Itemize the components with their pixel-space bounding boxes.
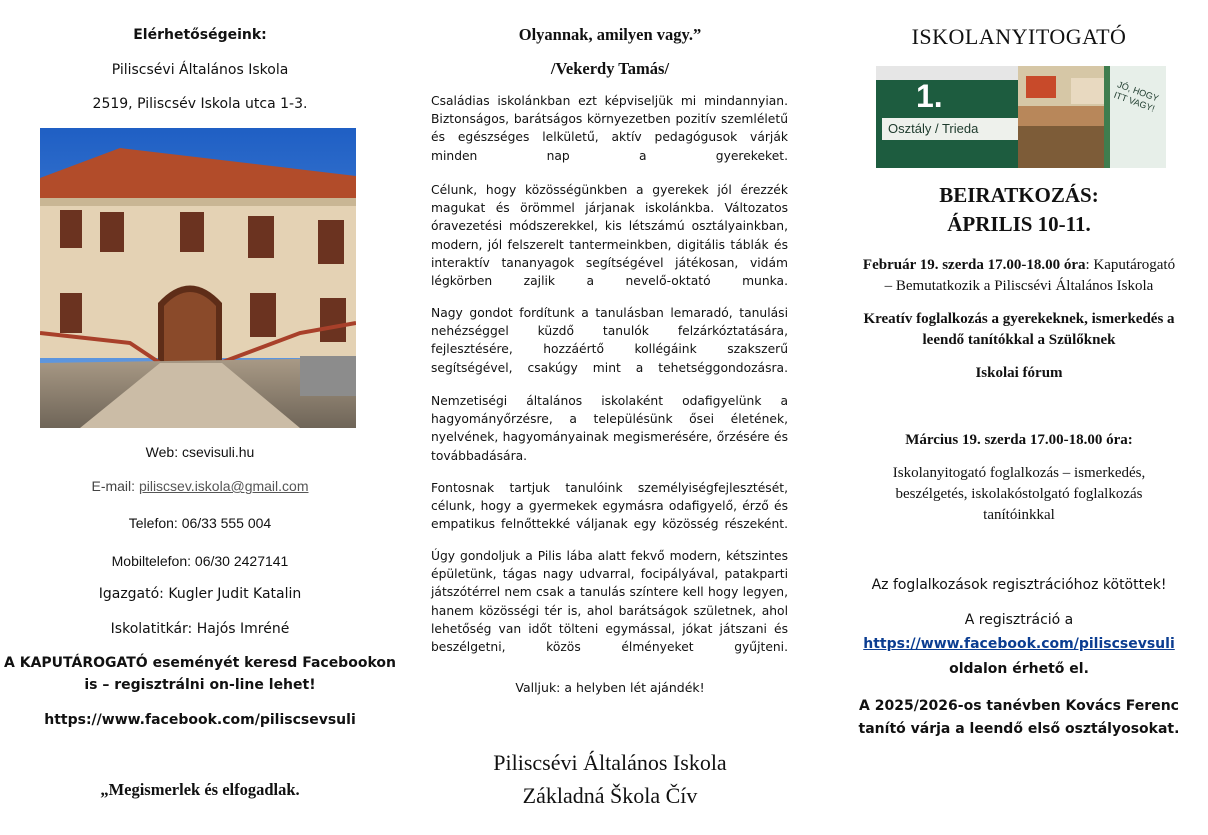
event1-date: Február 19. szerda 17.00-18.00 óra bbox=[862, 257, 1086, 273]
teacher-line2: tanító várja a leendő első osztályosokat. bbox=[858, 721, 1180, 737]
enrollment-line2: ÁPRILIS 10-11. bbox=[947, 212, 1091, 236]
event2-line1: Iskolanyitogató foglalkozás – ismerkedés, bbox=[892, 465, 1146, 481]
paragraph-3: Nagy gondot fordítunk a tanulásban lemaradó, tanulási nehézséggel küzdő tanulók felzárkóztatására, fejlesztésére, hozzáértő kollégáink szakszerű segítségével, csakúgy mint a tehetséggondozásra. bbox=[431, 306, 788, 375]
quote-end: Olyannak, amilyen vagy.” bbox=[518, 25, 702, 44]
collage-banner: JÓ, HOGY ITT VAGY! bbox=[1112, 79, 1160, 114]
facebook-notice-line2: is – regisztrálni on-line lehet! bbox=[84, 677, 316, 693]
email-label: E-mail: bbox=[91, 478, 139, 494]
facebook-notice-line1: A KAPUTÁROGATÓ eseményét keresd Facebookon bbox=[4, 655, 396, 671]
event1-activity-line1: Kreatív foglalkozás a gyerekeknek, ismerkedés a bbox=[863, 311, 1175, 327]
school-name: Piliscsévi Általános Iskola bbox=[111, 62, 289, 78]
paragraph-6: Úgy gondoljuk a Pilis lába alatt fekvő modern, kétszintes épületünk, tágas nagy udvarral, focipályával, patakparti játszótérrel nem csak a tanulás színtere kell hogy legyen, hanem közösségi tér is, ahol barátságok születnek, ahol lehetőség van időt tölteni egymással, jókat játszani és beszélgetni, közös élményeket gyűjteni. bbox=[431, 549, 788, 655]
email-link[interactable]: piliscsev.iskola@gmail.com bbox=[138, 478, 309, 494]
collage-sign-text: Osztály / Trieda bbox=[888, 121, 979, 136]
right-column bbox=[830, 0, 1208, 835]
motto: Valljuk: a helyben lét ajándék! bbox=[515, 680, 705, 695]
secretary: Iskolatitkár: Hajós Imréné bbox=[110, 621, 290, 637]
school-building-photo bbox=[40, 128, 356, 428]
registration-link-line bbox=[830, 636, 1208, 652]
event1-title: : Kaputárogató bbox=[1085, 257, 1176, 273]
event1-line1 bbox=[830, 257, 1208, 274]
paragraph-1: Családias iskolánkban ezt képviseljük mi mindannyian. Biztonságos, barátságos környezetben pozitív szemléletű és egészséges lelkületű, aktív pedagógusok várják minden nap a gyerekeket. bbox=[431, 94, 788, 163]
event2-heading: Március 19. szerda 17.00-18.00 óra: bbox=[905, 432, 1133, 448]
event1-activity-line2: leendő tanítókkal a Szülőknek bbox=[922, 332, 1116, 348]
school-address: 2519, Piliscsév Iskola utca 1-3. bbox=[92, 96, 308, 112]
paragraph-4: Nemzetiségi általános iskolaként odafigyelünk a hagyományőrzésre, a településünk ősei életének, nyelvének, hagyományainak megismerésére, őrzésére és továbbadására. bbox=[431, 394, 788, 463]
teacher-line1: A 2025/2026-os tanévben Kovács Ferenc bbox=[859, 698, 1179, 714]
school-name-slovak: Základná Škola Čív bbox=[522, 783, 698, 808]
school-name-hungarian: Piliscsévi Általános Iskola bbox=[493, 750, 727, 775]
email-line bbox=[0, 478, 400, 494]
event-title: ISKOLANYITOGATÓ bbox=[911, 24, 1127, 49]
facebook-url[interactable]: https://www.facebook.com/piliscsevsuli bbox=[44, 712, 356, 728]
school-forum: Iskolai fórum bbox=[975, 365, 1063, 381]
middle-column bbox=[400, 0, 820, 835]
quote-start: „Megismerlek és elfogadlak. bbox=[100, 780, 300, 799]
paragraph-2: Célunk, hogy közösségünkben a gyerekek jól érezzék magukat és örömmel járjanak iskolánkba. Változatos óravezetési módszerekkel, kis létszámú osztályainkban, modern, jól felszerelt tantermeinkben, digitális táblák és interaktív tananyagok segítségével játékosan, vidám légkörben zajlik a nevelő-oktató munka. bbox=[431, 183, 788, 289]
event2-line2: beszélgetés, iskolakóstolgató foglalkozás bbox=[895, 486, 1143, 502]
web-address: Web: csevisuli.hu bbox=[145, 444, 255, 460]
classroom-collage bbox=[876, 66, 1166, 168]
left-column bbox=[0, 0, 400, 835]
registration-link[interactable]: https://www.facebook.com/piliscsevsuli bbox=[863, 636, 1175, 652]
enrollment-line1: BEIRATKOZÁS: bbox=[939, 183, 1099, 207]
collage-sign-number: 1. bbox=[916, 78, 943, 114]
registration-required: Az foglalkozások regisztrációhoz kötöttek! bbox=[871, 577, 1167, 593]
contact-heading: Elérhetőségeink: bbox=[133, 27, 267, 43]
registration-outro: oldalon érhető el. bbox=[949, 661, 1089, 677]
phone: Telefon: 06/33 555 004 bbox=[128, 515, 272, 531]
paragraph-5: Fontosnak tartjuk tanulóink személyiségfejlesztését, célunk, hogy a gyermekek egymásra odafigyelő, érző és empatikus felnőttekké váljanak egy közösség részeként. bbox=[431, 481, 788, 532]
quote-author: /Vekerdy Tamás/ bbox=[550, 59, 670, 78]
mobile-phone: Mobiltelefon: 06/30 2427141 bbox=[111, 553, 289, 569]
event1-line2: – Bemutatkozik a Piliscsévi Általános Iskola bbox=[884, 278, 1154, 294]
registration-intro: A regisztráció a bbox=[964, 612, 1074, 628]
event2-line3: tanítóinkkal bbox=[983, 507, 1055, 523]
principal: Igazgató: Kugler Judit Katalin bbox=[98, 586, 302, 602]
